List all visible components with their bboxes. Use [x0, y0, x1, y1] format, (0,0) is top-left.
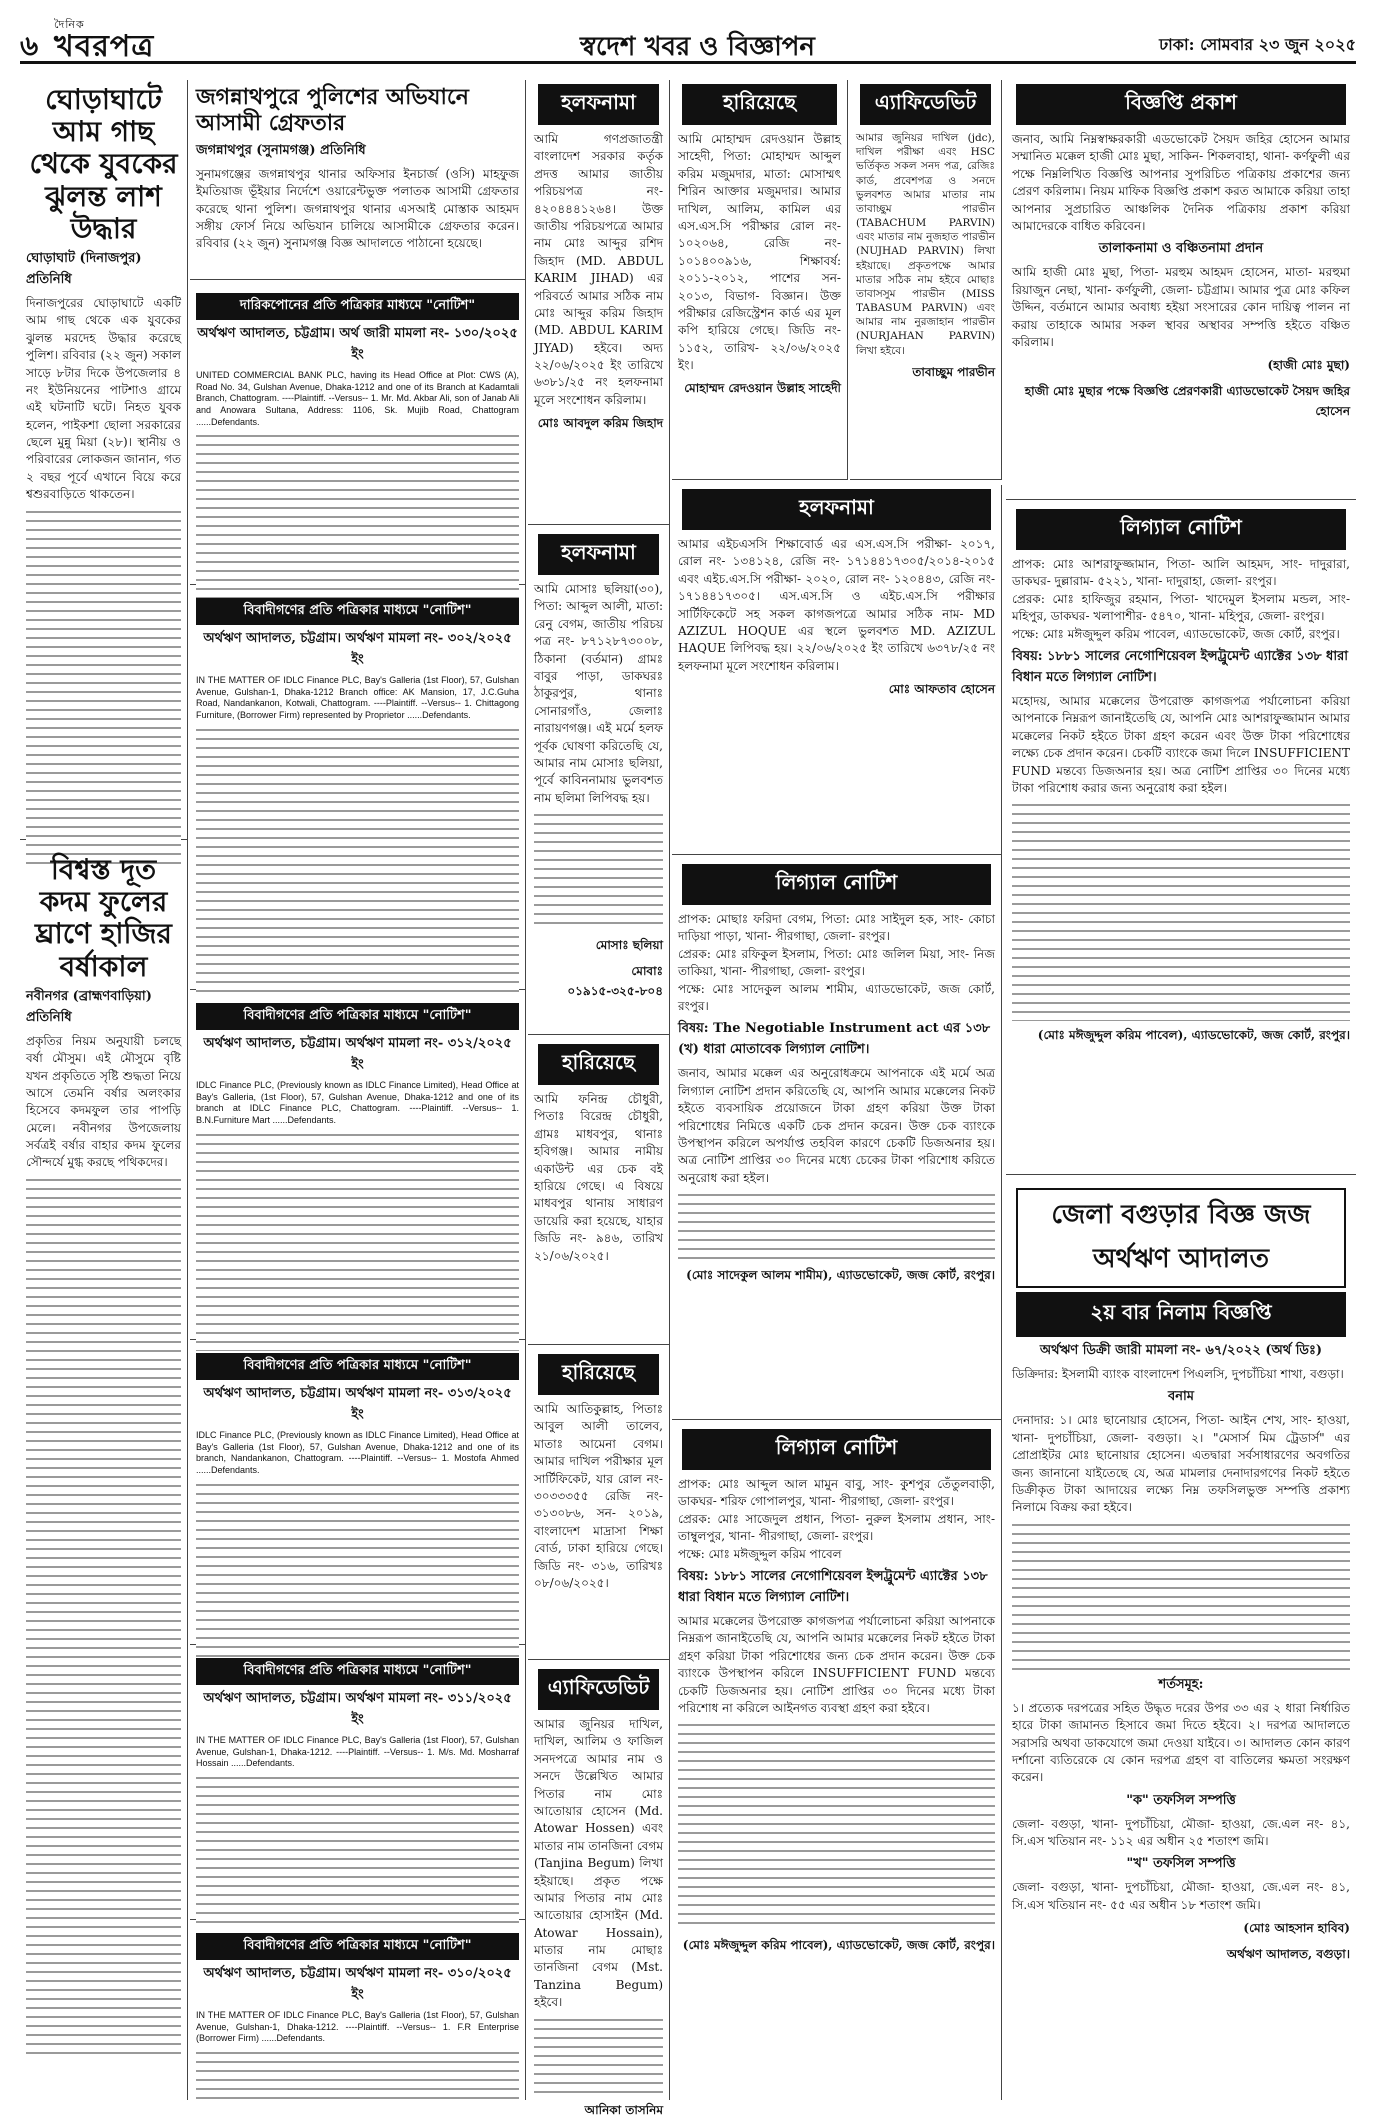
notice-recipient: প্রাপক: মোঃ আব্দুল আল মামুন বাবু, সাং- কুশপুর তেঁতুলবাড়ী, ডাকঘর- শরিফ গোপালপুর, খানা- পীরগাছা, জেলা- রংপুর। [678, 1477, 995, 1509]
story-dateline: ঘোড়াঘাট (দিনাজপুর) প্রতিনিধি [26, 250, 142, 287]
notice-subject: বিষয়: ১৮৮১ সালের নেগোশিয়েবল ইন্সট্রুমেন্ট এ্যাক্টের ১৩৮ ধারা বিধান মতে লিগ্যাল নোটিশ। [678, 1568, 988, 1605]
affidavit-notice [672, 485, 1001, 855]
auction-signature: (মোঃ আহসান হাবিব) [1243, 1921, 1350, 1936]
notice-body: আমি গণপ্রজাতন্ত্রী বাংলাদেশ সরকার কর্তৃক প্রদত্ত আমার জাতীয় পরিচয়পত্র নং- ৪২০৪৪৪১২৬৪। উক্ত জাতীয় পরিচয়পত্রে আমার নাম মোঃ আব্দুর রশিদ জিহাদ (MD. ABDUL KARIM JIHAD) এর পরিবর্তে আমার সঠিক নাম মোঃ আব্দুর করিম জিহাদ (MD. ABDUL KARIM JIYAD) হইবে। অদ্য ২২/০৬/২০২৫ ইং তারিখে ৬৩৮১/২৫ নং হলফনামা মূলে সংশোধন করিলাম। [534, 132, 663, 407]
notice-continued-text [678, 1191, 995, 1261]
story-dateline: জগন্নাথপুর (সুনামগঞ্জ) প্রতিনিধি [196, 142, 366, 158]
legal-notice [1006, 505, 1356, 1175]
notice-continued-text [534, 2016, 663, 2096]
notice-continued-text [196, 2049, 519, 2099]
story-body: দিনাজপুরের ঘোড়াঘাটে একটি আম গাছ থেকে এক যুবকের ঝুলন্ত মরদেহ উদ্ধার করেছে পুলিশ। রবিবার (২২ জুন) সকাল সাড়ে ৮টার দিকে উপজেলার ৪ নং ইউনিয়নের পাটশাও গ্রামে এই ঘটনাটি ঘটে। নিহত যুবক হলেন, পাইকশা ছোলা সরকারের ছেলে মুন্নু মিয়া (২৮)। স্থানীয় ও পরিবারের লোকজন জানান, গত ২ বছর পূর্বে এখানে বিয়ে করে শ্বশুরবাড়িতে থাকতেন। [26, 295, 181, 502]
notice-signature: মোসাঃ ছলিয়া [595, 938, 663, 953]
auction-versus: বনাম [1168, 1389, 1194, 1405]
notice-sender: প্রেরক: মোঃ রফিকুল ইসলাম, পিতা: মোঃ জলিল মিয়া, সাং- নিজ তাকিয়া, খানা- পীরগাছা, জেলা- রংপুর। [678, 946, 995, 979]
notice-title: লিগ্যাল নোটিশ [682, 1429, 991, 1470]
notice-title: লিগ্যাল নোটিশ [682, 864, 991, 905]
notice-title: হলফনামা [538, 84, 659, 125]
column-3 [528, 80, 670, 2117]
notice-via: পক্ষে: মোঃ মঈজুদ্দুল করিম পাবেল, এ্যাডভোকেট, জজ কোর্ট, রংপুর। [1012, 626, 1340, 641]
story-headline: ঘোড়াঘাটে আম গাছ থেকে যুবকের ঝুলন্ত লাশ উদ্ধার [29, 83, 178, 245]
column-4-wide [672, 485, 1002, 2100]
story-continued-text [26, 508, 181, 868]
auction-terms-title: শর্তসমূহ: [1158, 1676, 1204, 1692]
column-6 [1006, 80, 1356, 2100]
notice-signature: (মোঃ সাদেকুল আলম শামীম), এ্যাডভোকেট, জজ কোর্ট, রংপুর। [686, 1268, 995, 1283]
notice-title: হারিয়েছে [682, 84, 837, 125]
notice-via: পক্ষে: মোঃ মঈজুদ্দুল করিম পাবেল [678, 1546, 842, 1561]
notice-case: অর্থঋণ আদালত, চট্টগ্রাম। অর্থঋণ মামলা নং- ৩১২/২০২৫ ইং [203, 1036, 512, 1072]
court-notice [190, 995, 525, 1340]
affidavit-notice [528, 80, 669, 525]
notice-title: লিগ্যাল নোটিশ [1016, 509, 1346, 550]
notice-subheading: তালাকনামা ও বঞ্চিতনামা প্রদান [1098, 241, 1264, 257]
story-body: প্রকৃতির নিয়ম অনুযায়ী চলছে বর্ষা মৌসুম। এই মৌসুমে বৃষ্টি যখন প্রকৃতিতে সৃষ্টি শুদ্ধতা নিয়ে আসে তেমনি বর্ষার অলংকার হিসেবে কদমফুল তার পাপড়ি মেলে। নবীনগর উপজেলায় সর্বত্রই বর্ষার বাহার কদম ফুলের সৌন্দর্যে মুগ্ধ করছে পথিকদের। [26, 1033, 181, 1170]
notice-body: আমার মক্কেলের উপরোক্ত কাগজপত্র পর্যালোচনা করিয়া আপনাকে নিম্নরূপ জানাইতেছি যে, আপনি আমার মক্কেলের নিকট হইতে টাকা গ্রহণ করিয়া টাকা পরিশোধের জন্য চেক প্রদান করেন। উক্ত চেক ব্যাংকে উপস্থাপন করিলে INSUFFICIENT FUND মন্তব্যে চেকটি ডিজঅনার হয়। নোটিশ প্রাপ্তির ৩০ দিনের মধ্যে টাকা পরিশোধ না করিলে আইনগত ব্যবস্থা গ্রহণ করা হইবে। [678, 1613, 995, 1715]
lost-notice [528, 1350, 669, 1660]
notice-title: হারিয়েছে [538, 1044, 659, 1085]
notice-case: অর্থঋণ আদালত, চট্টগ্রাম। অর্থঋণ মামলা নং- ৩০২/২০২৫ ইং [203, 631, 512, 667]
notice-parties: IN THE MATTER OF IDLC Finance PLC, Bay's Galleria (1st Floor), 57, Gulshan Avenue, Gulshan-1, Dhaka-1212 Branch office: AK Mansion, 17, J.C.Guha Road, Nandankanon, Kotwali, Chattogram. ----Plaintiff. --Versus-- 1. Chittagong Furniture, (Borrower Firm) represented by Proprietor ......Defendants. [196, 675, 519, 721]
notice-continued-text [196, 1774, 519, 1924]
notice-parties: IDLC Finance PLC, (Previously known as IDLC Finance Limited), Head Office at Bay's Galleria (1st Floor), 57, Gulshan Avenue, Dhaka-1212 and one of its branch, Nandankanon, Chattogram. ----Plaintiff. --Versus-- 1. Mostofa Ahmed ......Defendants. [196, 1430, 519, 1476]
court-notice [190, 1345, 525, 1645]
affidavit-notice [528, 1665, 669, 2117]
notice-recipient: প্রাপক: মোঃ আশরাফুজ্জামান, পিতা- আলি আহমদ, সাং- দাদুরারা, ডাকঘর- দুল্লারাম- ৫২২১, খানা- দাদুরাহা, জেলা- রংপুর। [1012, 557, 1350, 589]
notice-body: জনাব, আমার মক্কেল এর অনুরোধক্রমে আপনাকে এই মর্মে অত্র লিগ্যাল নোটিশ প্রদান করিতেছি যে, আপনি আমার মক্কেলের নিকট হইতে ব্যবসায়িক প্রয়োজনে টাকা গ্রহণ করিয়া উক্ত টাকা পরিশোধের নিমিত্তে একটি চেক প্রদান করেন। উক্ত চেক ব্যাংকে উপস্থাপন করিলে অপর্যাপ্ত তহবিল কারণে চেকটি ডিজঅনার হয়। অত্র নোটিশ প্রাপ্তির ৩০ দিনের মধ্যে চেকের টাকা পরিশোধ করিতে অনুরোধ করা হইল। [678, 1066, 995, 1185]
notice-subject: বিষয়: ১৮৮১ সালের নেগোশিয়েবল ইন্সট্রুমেন্ট এ্যাক্টের ১৩৮ ধারা বিধান মতে লিগ্যাল নোটিশ। [1012, 648, 1349, 685]
notice-heading: দারিকপোনের প্রতি পত্রিকার মাধ্যমে "নোটিশ" [196, 293, 519, 320]
auction-case: অর্থঋণ ডিক্রী জারী মামলা নং- ৬৭/২০২২ (অর্থ ডিঃ) [1039, 1343, 1323, 1358]
notice-heading: বিবাদীগণের প্রতি পত্রিকার মাধ্যমে "নোটিশ" [196, 1003, 519, 1030]
notice-continued-text [196, 432, 519, 602]
notice-continued-text [534, 811, 663, 931]
schedule-body-2: জেলা- বগুড়া, খানা- দুপচাঁচিয়া, মৌজা- হাওয়া, জে.এল নং- ৪১, সি.এস খতিয়ান নং- ৫৫ এর অধীন ১৮ শতাংশ জমি। [1012, 1880, 1350, 1912]
notice-body: আমি ফনিন্দ্র চৌধুরী, পিতাঃ বিরেন্দ্র চৌধুরী, গ্রামঃ মাধবপুর, থানাঃ হবিগঞ্জ। আমার নামীয় একাউন্ট এর চেক বই হারিয়ে গেছে। এ বিষয়ে মাধবপুর থানায় সাধারণ ডায়েরি করা হয়েছে, যাহার জিডি নং- ৯৪৬, তারিখ ২১/০৬/২০২৫। [534, 1092, 663, 1263]
legal-notice [672, 860, 1001, 1420]
notice-body: আমি মোহাম্মদ রেদওয়ান উল্লাহ সাহেদী, পিতা: মোহাম্মদ আব্দুল করিম মজুমদার, মাতা: মোসাম্মৎ শিরিন আক্তার মজুমদার। আমার দাখিল, আলিম, কামিল এর এস.এস.সি পরীক্ষার রোল নং- ১০২০৬৪, রেজি নং- ১০১৪০০৯১৬, শিক্ষাবর্ষ: ২০১১-২০১২, পাশের সন- ২০১৩, বিভাগ- বিজ্ঞান। উক্ত পরীক্ষার রেজিস্ট্রেশন কার্ড এর মূল কপি হারিয়ে গেছে। জিডি নং- ১১৫২, তারিখ- ২২/০৬/২০২৫ ইং। [678, 132, 841, 373]
notice-signature: (হাজী মোঃ মুছা) [1267, 358, 1350, 373]
notice-continued-text [196, 726, 519, 996]
section-title: স্বদেশ খবর ও বিজ্ঞাপন [580, 32, 815, 62]
story-headline: বিশ্বস্ত দূত কদম ফুলের ঘ্রাণে হাজির বর্ষাকাল [35, 853, 172, 983]
logo-text: খবরপত্র [54, 29, 155, 64]
news-story [20, 80, 187, 840]
court-notice [190, 590, 525, 990]
affidavit-notice [850, 80, 1001, 480]
schedule-title-2: "খ" তফসিল সম্পত্তি [1126, 1856, 1236, 1872]
notice-heading: বিবাদীগণের প্রতি পত্রিকার মাধ্যমে "নোটিশ" [196, 598, 519, 625]
news-story [190, 80, 525, 280]
notice-title: হারিয়েছে [538, 1354, 659, 1395]
notice-sender: হাজী মোঃ মুছার পক্ষে বিজ্ঞপ্তি প্রেরণকারী এ্যাডভোকেট সৈয়দ জহির হোসেন [1024, 384, 1350, 419]
notice-continued-text [1012, 801, 1350, 1021]
notice-parties: IDLC Finance PLC, (Previously known as IDLC Finance Limited), Head Office at Bay's Galleria, (1st Floor), 57, Gulshan Avenue, Dhaka-1212 and one of its branch at IDLC Finance PLC, Chattogram. ----Plaintiff. --Versus-- 1. B.N.Furniture Mart ......Defendants. [196, 1080, 519, 1126]
auction-stripe: ২য় বার নিলাম বিজ্ঞপ্তি [1016, 1292, 1346, 1337]
notice-heading: বিবাদীগণের প্রতি পত্রিকার মাধ্যমে "নোটিশ" [196, 1933, 519, 1960]
story-dateline: নবীনগর (ব্রাহ্মণবাড়িয়া) প্রতিনিধি [26, 988, 152, 1025]
auction-decree-holder: ডিক্রিদার: ইসলামী ব্যাংক বাংলাদেশ পিএলসি, দুপচাঁচিয়া শাখা, বগুড়া। [1012, 1367, 1344, 1381]
column-5 [850, 80, 1002, 480]
notice-signature: মোঃ আফতাব হোসেন [888, 682, 995, 697]
notice-signature: (মোঃ মঈজুদ্দুল করিম পাবেল), এ্যাডভোকেট, জজ কোর্ট, রংপুর। [1037, 1028, 1350, 1043]
masthead [20, 20, 1356, 64]
notice-case: অর্থঋণ আদালত, চট্টগ্রাম। অর্থঋণ মামলা নং- ৩১১/২০২৫ ইং [203, 1691, 512, 1727]
notice-body: মহোদয়, আমার মক্কেলের উপরোক্ত কাগজপত্র পর্যালোচনা করিয়া আপনাকে নিম্নরূপ জানাইতেছি যে, আপনি মোঃ আশরাফুজ্জামান আমার মক্কেলের নিকট হইতে টাকা গ্রহণ করেন এবং উক্ত টাকা পরিশোধের লক্ষ্যে চেক প্রদান করেন। চেকটি ব্যাংকে জমা দিলে INSUFFICIENT FUND মন্তব্যে ডিজঅনার হয়। অত্র নোটিশ প্রাপ্তির ৩০ দিনের মধ্যে টাকা পরিশোধ করার জন্য অনুরোধ করা হইল। [1012, 693, 1350, 795]
notice-parties: IN THE MATTER OF IDLC Finance PLC, Bay's Galleria (1st Floor), 57, Gulshan Avenue, Gulshan-1, Dhaka-1212. ----Plaintiff. --Versus-- 1. M/s. Md. Mosharraf Hossain ......Defendants. [196, 1735, 519, 1769]
lost-notice [672, 80, 847, 480]
notice-sender: প্রেরক: মোঃ হাফিজুর রহমান, পিতা- খাদেমুল ইসলাম মন্ডল, সাং- মহিপুর, ডাকঘর- খলাপাশীর- ৫৪৭০, খানা- মহিপুর, জেলা- রংপুর। [1012, 591, 1350, 624]
page-number: ৬ [20, 29, 39, 62]
notice-parties: IN THE MATTER OF IDLC Finance PLC, Bay's Galleria (1st Floor), 57, Gulshan Avenue, Gulshan-1, Dhaka-1212. ----Plaintiff. --Versus-- 1. F.R Enterprise (Borrower Firm) ......Defendants. [196, 2010, 519, 2044]
column-4 [672, 80, 848, 480]
auction-continued-text [1012, 1521, 1350, 1671]
notice-signature: (মোঃ মঈজুদ্দুল করিম পাবেল), এ্যাডভোকেট, জজ কোর্ট, রংপুর। [682, 1938, 995, 1953]
notice-signature: তাবাচ্ছুম পারভীন [912, 364, 995, 379]
notice-continued-text [196, 1481, 519, 1661]
schedule-title: "ক" তফসিল সম্পত্তি [1126, 1792, 1236, 1808]
notice-recipient: প্রাপক: মোছাঃ ফরিদা বেগম, পিতা: মোঃ সাইদুল হক, সাং- কোচা দাড়িয়া পাড়া, খানা- পীরগাছা, জেলা- রংপুর। [678, 912, 995, 944]
notice-title: বিজ্ঞপ্তি প্রকাশ [1016, 84, 1346, 125]
notice-signature: মোহাম্মদ রেদওয়ান উল্লাহ সাহেদী [684, 381, 841, 396]
auction-body: দেনাদার: ১। মোঃ ছানোয়ার হোসেন, পিতা- আইন শেখ, সাং- হাওয়া, খানা- দুপচাঁচিয়া, জেলা- বগুড়া। ২। "মেসার্স মিম ট্রেডার্স" এর প্রোপ্রাইটর মোঃ ছানোয়ার হোসেন। এতদ্বারা সর্বসাধারণের অবগতির জন্য জানানো যাইতেছে যে, অত্র মামলার দেনাদারগণের নিকট হইতে ডিক্রীকৃত টাকা আদায়ের লক্ষ্যে নিম্ন তফসিলভুক্ত সম্পত্তি প্রকাশ্য নিলামে বিক্রয় করা হইবে। [1012, 1413, 1350, 1515]
notice-signature: মোঃ আবদুল করিম জিহাদ [537, 416, 663, 431]
column-2 [190, 80, 526, 2100]
notice-body: আমার এইচএসসি শিক্ষাবোর্ড এর এস.এস.সি পরীক্ষা- ২০১৭, রোল নং- ১৩৪১২৪, রেজি নং- ১৭১৪৪১৭৩০৫/২০১৪-২০১৫ এবং এইচ.এস.সি পরীক্ষা- ২০২০, রোল নং- ১২০৪৪৩, রেজি নং- ১৭১৪৪১৭৩০৫। এস.এস.সি ও এইচ.এস.সি পরীক্ষার সার্টিফিকেটে সহ সকল কাগজপত্রে আমার সঠিক নাম- MD AZIZUL HOQUE এর স্থলে ভুলবশত MD. AZIZUL HAQUE লিপিবদ্ধ হয়। ২২/০৬/২০২৫ ইং তারিখে ৬৩৭৮/২৫ নং হলফনামা মূলে সংশোধন করিলাম। [678, 537, 995, 673]
auction-court-sign: অর্থঋণ আদালত, বগুড়া। [1226, 1947, 1350, 1962]
notice-body: আমার জুনিয়র দাখিল, দাখিল, আলিম ও ফাজিল সনদপত্রে আমার নাম ও সনদে উল্লেখিত আমার পিতার নাম মোঃ আতোয়ার হোসেন (Md. Atowar Hossen) এবং মাতার নাম তানজিনা বেগম (Tanjina Begum) লিখা হইয়াছে। প্রকৃত পক্ষে আমার পিতার নাম মোঃ আতোয়ার হোসাইন (Md. Atowar Hossain), মাতার নাম মোছাঃ তানজিনা বেগম (Mst. Tanzina Begum) হইবে। [534, 1717, 663, 2010]
notice-case: অর্থঋণ আদালত, চট্টগ্রাম। অর্থ জারী মামলা নং- ১৩০/২০২৫ ইং [197, 326, 518, 362]
notice-body: আমি মোসাঃ ছলিয়া(৩০), পিতা: আব্দুল আলী, মাতা: রেনু বেগম, জাতীয় পরিচয় পত্র নং- ৮৭১২৮৭৩০০৮, ঠিকানা (বর্তমান) গ্রামঃ বাবুর পাড়া, ডাকঘরঃ ঠাকুরপুর, থানাঃ সোনারগাঁও, জেলাঃ নারায়ণগঞ্জ। এই মর্মে হলফ পূর্বক ঘোষণা করিতেছি যে, আমার নাম মোসাঃ ছলিয়া, পূর্বে কাবিননামায় ভুলবশত নাম ছলিমা লিপিবদ্ধ হয়। [534, 582, 663, 805]
notice-body: আমার জুনিয়র দাখিল (jdc), দাখিল পরীক্ষা এবং HSC ভর্তিকৃত সকল সনদ পত্র, রেজিঃ কার্ড, প্রবেশপত্র ও সনদে ভুলবশত আমার মাতার নাম তাবাচ্ছুম পারভীন (TABACHUM PARVIN) এবং মাতার নাম নুজহাত পারভীন (NUJHAD PARVIN) লিখা হইয়াছে। প্রকৃতপক্ষে আমার মাতার সঠিক নাম হইবে মোছাঃ তাবাসসুম পারভীন (MISS TABASUM PARVIN) এবং আমার নাম নুরজাহান পারভীন (NURJAHAN PARVIN) লিখা হইবে। [856, 132, 995, 357]
court-notice [190, 285, 525, 585]
court-notice [190, 1925, 525, 2100]
schedule-body: জেলা- বগুড়া, খানা- দুপচাঁচিয়া, মৌজা- হাওয়া, জে.এল নং- ৪১, সি.এস খতিয়ান নং- ১১২ এর অধীন ২৫ শতাংশ জমি। [1012, 1816, 1350, 1849]
notice-case: অর্থঋণ আদালত, চট্টগ্রাম। অর্থঋণ মামলা নং- ৩১০/২০২৫ ইং [203, 1966, 512, 2002]
column-1 [20, 80, 188, 2100]
court-name: জেলা বগুড়ার বিজ্ঞ জজ অর্থঋণ আদালত [1016, 1188, 1346, 1288]
notice-sender: প্রেরক: মোঃ সাজেদুল প্রধান, পিতা- নুরুল ইসলাম প্রধান, সাং- তাম্বুলপুর, খানা- পীরগাছা, জেলা- রংপুর। [678, 1511, 995, 1544]
notice-continued-text [678, 1721, 995, 1931]
story-continued-text [26, 1176, 181, 2056]
notice-body: আমি আতিকুল্লাহ, পিতাঃ আবুল আলী তালেব, মাতাঃ আমেনা বেগম। আমার দাখিল পরীক্ষার মূল সার্টিফিকেট, যার রোল নং- ৩০৩৩৩৫৫ রেজি নং- ৩১৩০৮৬, সন- ২০১৯, বাংলাদেশ মাদ্রাসা শিক্ষা বোর্ড, ঢাকা হারিয়ে গেছে। জিডি নং- ৩১৬, তারিখঃ ০৮/০৬/২০২৫। [534, 1402, 663, 1590]
news-story [20, 850, 187, 2100]
lost-notice [528, 1040, 669, 1345]
issue-date: ঢাকা: সোমবার ২৩ জুন ২০২৫ [1159, 35, 1356, 54]
notice-body-2: আমি হাজী মোঃ মুছা, পিতা- মরহুম আহমদ হোসেন, মাতা- মরহুমা রিয়াজুন নেছা, খানা- কর্ণফুলী, জেলা- চট্টগ্রাম। আমার পুত্র মোঃ কফিল উদ্দিন, বর্তমানে আমার অবাধ্য হইয়া সংসারের কোন দায়িত্ব পালন না করায় তাহাকে আমার সকল স্থাবর অস্থাবর সম্পত্তি হইতে বঞ্চিত করিলাম। [1012, 265, 1350, 349]
public-notice [1006, 80, 1356, 500]
notice-heading: বিবাদীগণের প্রতি পত্রিকার মাধ্যমে "নোটিশ" [196, 1658, 519, 1685]
newspaper-logo [54, 18, 155, 73]
affidavit-notice [528, 530, 669, 1035]
logo-tag: দৈনিক [54, 18, 85, 31]
story-headline: জগন্নাথপুরে পুলিশের অভিযানে আসামী গ্রেফতার [196, 84, 469, 137]
notice-title: এ্যাফিডেভিট [860, 84, 991, 125]
notice-signature: আনিকা তাসনিম [584, 2102, 663, 2117]
auction-notice [1006, 1180, 1356, 2100]
notice-title: হলফনামা [682, 489, 991, 530]
notice-continued-text [196, 1131, 519, 1351]
auction-terms: ১। প্রত্যেক দরপত্রের সহিত উদ্ধৃত দরের উপর ৩৩ এর ২ ধারা নির্ধারিত হারে টাকা জামানত হিসাবে জমা দিতে হইবে। ২। দরপত্র আদালতে সরাসরি অথবা ডাকযোগে জমা দেওয়া যাইবে। ৩। আদালত কোন কারণ দর্শানো ব্যতিরেকে যে কোন দরপত্র গ্রহণ বা বাতিলের ক্ষমতা সংরক্ষণ করেন। [1012, 1700, 1350, 1785]
notice-body: জনাব, আমি নিম্নস্বাক্ষরকারী এডভোকেট সৈয়দ জহির হোসেন আমার সম্মানিত মক্কেল হাজী মোঃ মুছা, সাকিন- শিকলবাহা, থানা- কর্ণফুলী এর পক্ষে নিম্নলিখিত বিজ্ঞপ্তি আপনার সুপরিচিত পত্রিকায় প্রকাশের জন্য প্রেরণ করিলাম। নিয়ম মাফিক বিজ্ঞপ্তি প্রকাশ করত আমাকে করিয়া তাহা আপনার সুপ্রচারিত আঞ্চলিক দৈনিক পত্রিকায় প্রকাশ করিয়া আমাদেরকে বাধিত করিবেন। [1012, 132, 1350, 233]
notice-subject: বিষয়: The Negotiable Instrument act এর ১৩৮ (খ) ধারা মোতাবেক লিগ্যাল নোটিশ। [678, 1021, 991, 1058]
notice-title: এ্যাফিডেভিট [538, 1669, 659, 1710]
notice-via: পক্ষে: মোঃ সাদেকুল আলম শামীম, এ্যাডভোকেট, জজ কোর্ট, রংপুর। [678, 981, 995, 1013]
notice-title: হলফনামা [538, 534, 659, 575]
story-body: সুনামগঞ্জের জগন্নাথপুর থানার অফিসার ইনচার্জ (ওসি) মাহফুজ ইমতিয়াজ ভূঁইয়ার নির্দেশে ওয়ারেন্টভুক্ত পলাতক আসামী গ্রেফতার করেছে থানা পুলিশ। জগন্নাথপুর থানার এসআই মোস্তাক আহমদ সঙ্গীয় ফোর্স নিয়ে অভিযান চালিয়ে আসামীকে গ্রেফতার করেন। রবিবার (২২ জুন) সুনামগঞ্জ বিজ্ঞ আদালতে পাঠানো হয়েছে। [196, 166, 519, 251]
notice-mobile: মোবাঃ ০১৯১৫-৩২৫-৮০৪ [567, 964, 663, 999]
court-notice [190, 1650, 525, 1920]
notice-case: অর্থঋণ আদালত, চট্টগ্রাম। অর্থঋণ মামলা নং- ৩১৩/২০২৫ ইং [203, 1386, 512, 1422]
notice-parties: UNITED COMMERCIAL BANK PLC, having its Head Office at Plot: CWS (A), Road No. 34, Gulshan Avenue, Dhaka-1212 and one of its Branch at Kadamtali Branch, Chattogram. ----Plaintiff. --Versus-- 1. Mr. Md. Akbar Ali, son of Janab Ali and Anowara Sultana, Address: 1106, Sk. Mujib Road, Chattogram ......Defendants. [196, 370, 519, 427]
legal-notice [672, 1425, 1001, 2100]
notice-heading: বিবাদীগণের প্রতি পত্রিকার মাধ্যমে "নোটিশ" [196, 1353, 519, 1380]
